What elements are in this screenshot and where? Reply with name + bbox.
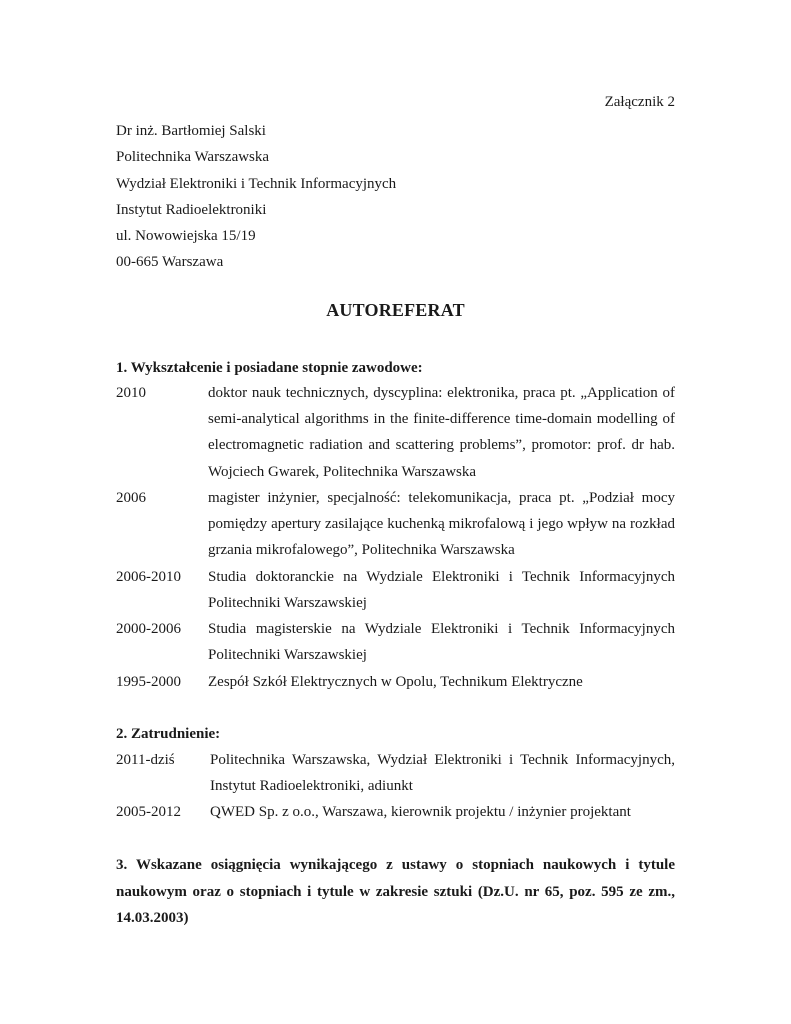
- education-entry-year: 2010: [116, 385, 146, 401]
- education-entry: [116, 564, 675, 616]
- employment-entry-year: 2005-2012: [116, 804, 181, 820]
- education-entry: [116, 616, 675, 668]
- education-entry-text: Zespół Szkół Elektrycznych w Opolu, Technikum Elektryczne: [208, 674, 583, 690]
- education-entry-year: 2006: [116, 490, 146, 506]
- education-heading: 1. Wykształcenie i posiadane stopnie zawodowe:: [116, 360, 423, 376]
- author-institute: Instytut Radioelektroniki: [116, 201, 267, 218]
- education-entry: [116, 669, 675, 695]
- author-street: ul. Nowowiejska 15/19: [116, 228, 256, 245]
- employment-entry-text: Politechnika Warszawska, Wydział Elektroniki i Technik Informacyjnych, Instytut Radioelektroniki, adiunkt: [210, 752, 675, 795]
- education-entry: [116, 380, 675, 485]
- education-entry-text: Studia doktoranckie na Wydziale Elektroniki i Technik Informacyjnych Politechniki Warszawskiej: [208, 569, 675, 612]
- document-title: AUTOREFERAT: [326, 300, 465, 320]
- employment-entry-text: QWED Sp. z o.o., Warszawa, kierownik projektu / inżynier projektant: [210, 804, 631, 820]
- education-entry-text: Studia magisterskie na Wydziale Elektroniki i Technik Informacyjnych Politechniki Warszawskiej: [208, 621, 675, 664]
- achievement-heading: 3. Wskazane osiągnięcia wynikającego z ustawy o stopniach naukowych i tytule naukowym oraz o stopniach i tytule w zakresie sztuki (Dz.U. nr 65, poz. 595 ze zm., 14.03.2003): [116, 857, 675, 926]
- education-entry-year: 1995-2000: [116, 674, 181, 690]
- education-entry-text: doktor nauk technicznych, dyscyplina: elektronika, praca pt. „Application of semi-analytical algorithms in the finite-difference time-domain modelling of electromagnetic radiation and scattering problems”, promotor: prof. dr hab. Wojciech Gwarek, Politechnika Warszawska: [208, 385, 675, 480]
- author-university: Politechnika Warszawska: [116, 149, 270, 166]
- education-entry-year: 2006-2010: [116, 569, 181, 585]
- education-entry-text: magister inżynier, specjalność: telekomunikacja, praca pt. „Podział mocy pomiędzy apertury zasilające kuchenką mikrofalową i jego wpływ na rozkład grzania mikrofalowego”, Politechnika Warszawska: [208, 490, 675, 559]
- attachment-label: Załącznik 2: [604, 94, 675, 110]
- employment-entry: [116, 747, 675, 799]
- employment-entry-year: 2011-dziś: [116, 752, 175, 768]
- author-faculty: Wydział Elektroniki i Technik Informacyjnych: [116, 175, 397, 192]
- employment-heading: 2. Zatrudnienie:: [116, 726, 221, 742]
- author-name: Dr inż. Bartłomiej Salski: [116, 123, 266, 139]
- education-entry-year: 2000-2006: [116, 621, 181, 637]
- education-entry: [116, 485, 675, 564]
- author-block: [116, 118, 396, 276]
- author-city: 00-665 Warszawa: [116, 254, 224, 271]
- employment-entry: [116, 799, 675, 825]
